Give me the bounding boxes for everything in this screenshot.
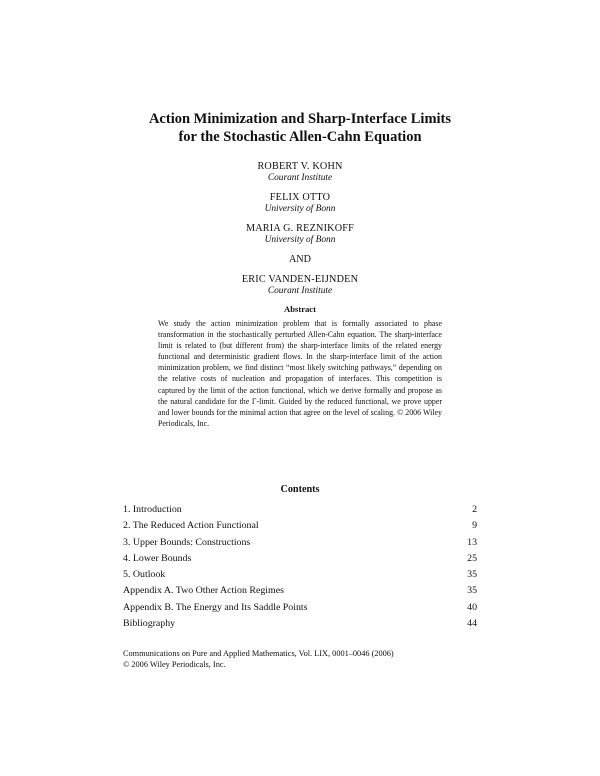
toc-entry-label: Appendix A. Two Other Action Regimes — [123, 585, 284, 597]
toc-entry-label: Appendix B. The Energy and Its Saddle Points — [123, 601, 308, 613]
toc-entry — [123, 537, 477, 553]
author-list — [0, 160, 600, 304]
toc-entry-label: 1. Introduction — [123, 504, 182, 515]
toc-entry — [123, 618, 477, 634]
toc-entry-page: 25 — [467, 552, 477, 564]
author-affiliation: Courant Institute — [267, 173, 333, 183]
toc-entry — [123, 504, 477, 520]
toc-entry-label: 3. Upper Bounds: Constructions — [123, 536, 251, 548]
abstract-heading: Abstract — [284, 304, 316, 314]
toc-entry — [123, 569, 477, 585]
journal-citation: Communications on Pure and Applied Mathematics, Vol. LIX, 0001–0046 (2006) — [123, 649, 394, 658]
author-affiliation: Courant Institute — [267, 286, 333, 296]
author-name: ROBERT V. KOHN — [257, 161, 343, 172]
toc-entry-label: 5. Outlook — [123, 569, 166, 581]
author-name: FELIX OTTO — [269, 192, 331, 203]
contents-heading: Contents — [280, 484, 320, 495]
toc-entry-page: 44 — [467, 618, 477, 630]
toc-entry-page: 35 — [467, 585, 477, 597]
author-name: ERIC VANDEN-EIJNDEN — [241, 274, 359, 285]
title-line-1: Action Minimization and Sharp-Interface Limits — [148, 111, 452, 127]
toc-entry — [123, 520, 477, 536]
toc-entry-label: Bibliography — [123, 618, 176, 630]
toc-entry-page: 9 — [472, 520, 477, 532]
toc-entry-page: 13 — [467, 536, 477, 548]
toc-entry-label: 2. The Reduced Action Functional — [123, 520, 259, 532]
paper-title — [0, 110, 600, 146]
toc-entry — [123, 585, 477, 601]
toc-entry-label: 4. Lower Bounds — [123, 552, 192, 564]
toc-entry-page: 40 — [467, 601, 477, 613]
toc-entry — [123, 602, 477, 618]
author-affiliation: University of Bonn — [264, 204, 336, 214]
toc-entry — [123, 553, 477, 569]
journal-footer — [123, 648, 483, 670]
author-name: MARIA G. REZNIKOFF — [245, 223, 355, 234]
and-separator: AND — [288, 254, 312, 265]
abstract-text: We study the action minimization problem that is formally associated to phase transformation in the stochastically perturbed Allen-Cahn equation. The sharp-interface limit is related to (but different from) the sharp-interface limits of the related energy functional and deterministic gradient flows. In the sharp-interface limit of the action minimization problem, we find distinct “most likely switching pathways,” depending on the relative costs of nucleation and propagation of interfaces. This competition is captured by the limit of the action functional, which we derive formally and propose as the natural candidate for the Γ-limit. Guided by the reduced functional, we prove upper and lower bounds for the minimal action that agree on the level of scaling. © 2006 Wiley Periodicals, Inc. — [158, 319, 442, 428]
title-line-2: for the Stochastic Allen-Cahn Equation — [178, 129, 422, 145]
toc-entry-page: 35 — [467, 569, 477, 581]
author-affiliation: University of Bonn — [264, 235, 336, 245]
toc-entry-page: 2 — [472, 504, 477, 515]
table-of-contents — [123, 504, 477, 634]
copyright-notice: © 2006 Wiley Periodicals, Inc. — [123, 660, 226, 669]
